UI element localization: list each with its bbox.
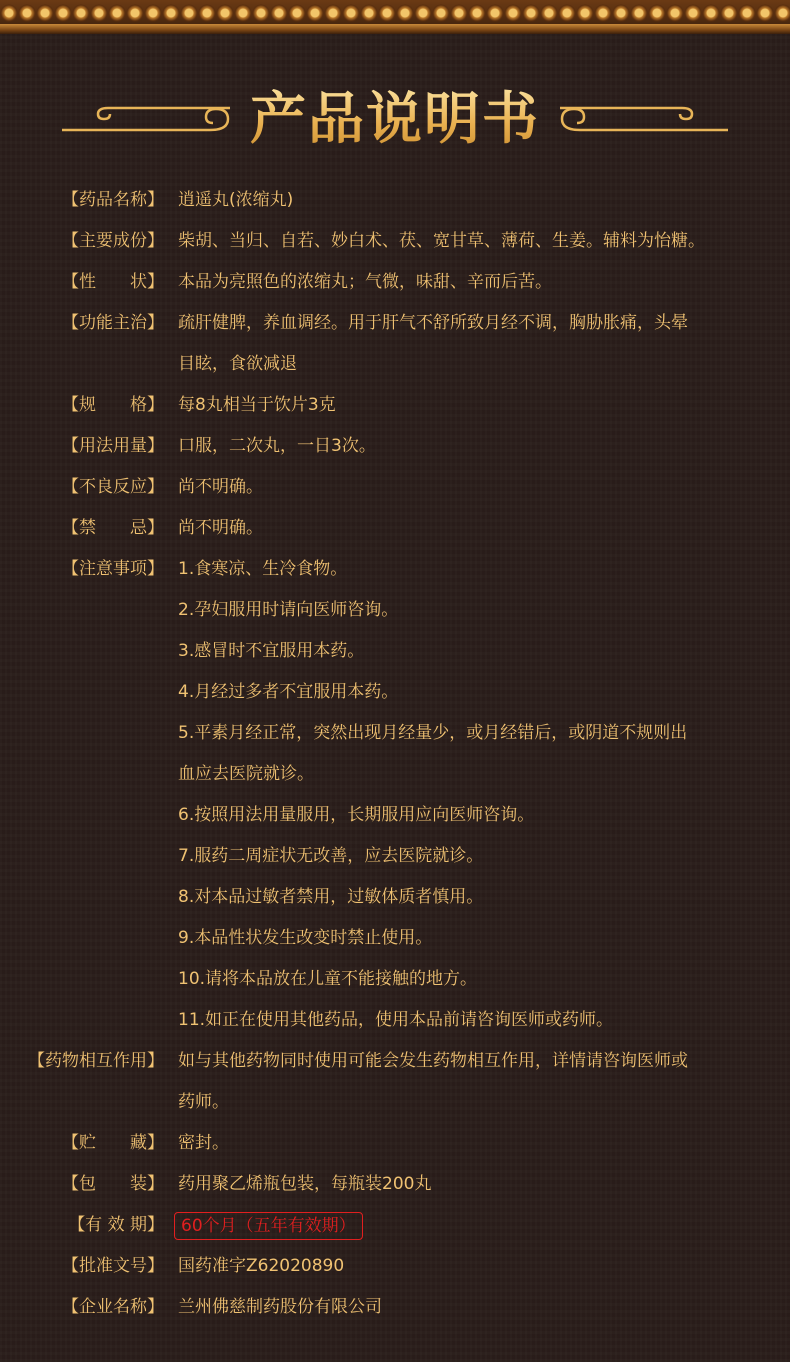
info-row [0, 754, 790, 794]
info-value: 3.感冒时不宜服用本药。 [178, 641, 365, 661]
info-value: 兰州佛慈制药股份有限公司 [178, 1297, 382, 1317]
info-row [0, 180, 790, 220]
info-value: 11.如正在使用其他药品，使用本品前请咨询医师或药师。 [178, 1010, 614, 1030]
info-row [0, 713, 790, 753]
info-row [0, 1164, 790, 1204]
info-value: 药用聚乙烯瓶包装，每瓶装200丸 [178, 1174, 432, 1194]
info-row [0, 467, 790, 507]
info-label: 【有 效 期】 [68, 1215, 164, 1235]
info-row [0, 959, 790, 999]
info-row [0, 262, 790, 302]
info-row [0, 1123, 790, 1163]
page-title: 产品说明书 [0, 82, 790, 158]
info-value: 柴胡、当归、自若、妙白术、茯、宽甘草、薄荷、生姜。辅料为怡糖。 [178, 231, 705, 251]
info-row [0, 631, 790, 671]
info-value: 尚不明确。 [178, 477, 263, 497]
info-row [0, 1205, 790, 1245]
info-value: 尚不明确。 [178, 518, 263, 538]
info-row [0, 1287, 790, 1327]
info-value: 6.按照用法用量服用，长期服用应向医师咨询。 [178, 805, 535, 825]
info-label: 【性 状】 [62, 272, 164, 292]
info-label: 【企业名称】 [62, 1297, 164, 1317]
info-value: 如与其他药物同时使用可能会发生药物相互作用，详情请咨询医师或 [178, 1051, 688, 1071]
info-row [0, 918, 790, 958]
info-row [0, 672, 790, 712]
info-value: 疏肝健脾，养血调经。用于肝气不舒所致月经不调，胸胁胀痛，头晕 [178, 313, 688, 333]
info-row [0, 1082, 790, 1122]
info-label: 【药品名称】 [62, 190, 164, 210]
info-label: 【包 装】 [62, 1174, 164, 1194]
info-value: 国药准字Z62020890 [178, 1256, 345, 1276]
info-row [0, 303, 790, 343]
info-row [0, 836, 790, 876]
info-row [0, 877, 790, 917]
info-value: 2.孕妇服用时请向医师咨询。 [178, 600, 399, 620]
info-row [0, 1041, 790, 1081]
info-label: 【注意事项】 [62, 559, 164, 579]
info-row [0, 426, 790, 466]
info-label: 【药物相互作用】 [28, 1051, 164, 1071]
info-label: 【规 格】 [62, 395, 164, 415]
decorative-top-border [0, 0, 790, 34]
expiry-value-badge: 60个月（五年有效期） [174, 1212, 363, 1240]
info-row [0, 590, 790, 630]
info-value: 目眩，食欲减退 [178, 354, 297, 374]
info-value: 1.食寒凉、生冷食物。 [178, 559, 348, 579]
info-value: 7.服药二周症状无改善，应去医院就诊。 [178, 846, 484, 866]
info-label: 【不良反应】 [62, 477, 164, 497]
info-value: 5.平素月经正常，突然出现月经量少，或月经错后，或阴道不规则出 [178, 723, 688, 743]
info-value: 血应去医院就诊。 [178, 764, 314, 784]
info-row [0, 795, 790, 835]
right-cloud-ornament-icon [560, 96, 730, 136]
info-row [0, 1246, 790, 1286]
info-label: 【用法用量】 [62, 436, 164, 456]
info-row [0, 1000, 790, 1040]
info-label: 【功能主治】 [62, 313, 164, 333]
info-row [0, 344, 790, 384]
info-value: 8.对本品过敏者禁用，过敏体质者慎用。 [178, 887, 484, 907]
info-value: 密封。 [178, 1133, 229, 1153]
info-row [0, 508, 790, 548]
info-value: 逍遥丸(浓缩丸) [178, 190, 294, 210]
info-value: 10.请将本品放在儿童不能接触的地方。 [178, 969, 478, 989]
info-label: 【批准文号】 [62, 1256, 164, 1276]
info-value: 4.月经过多者不宜服用本药。 [178, 682, 399, 702]
info-value: 本品为亮照色的浓缩丸；气微，味甜、辛而后苦。 [178, 272, 552, 292]
info-label: 【主要成份】 [62, 231, 164, 251]
info-row [0, 221, 790, 261]
info-row [0, 385, 790, 425]
border-edge [0, 24, 790, 34]
info-row [0, 549, 790, 589]
info-value: 9.本品性状发生改变时禁止使用。 [178, 928, 433, 948]
info-value: 每8丸相当于饮片3克 [178, 395, 336, 415]
stud-row [0, 4, 790, 22]
info-label: 【禁 忌】 [62, 518, 164, 538]
info-label: 【贮 藏】 [62, 1133, 164, 1153]
info-value: 口服，二次丸，一日3次。 [178, 436, 376, 456]
info-value: 药师。 [178, 1092, 229, 1112]
title-banner [0, 82, 790, 162]
